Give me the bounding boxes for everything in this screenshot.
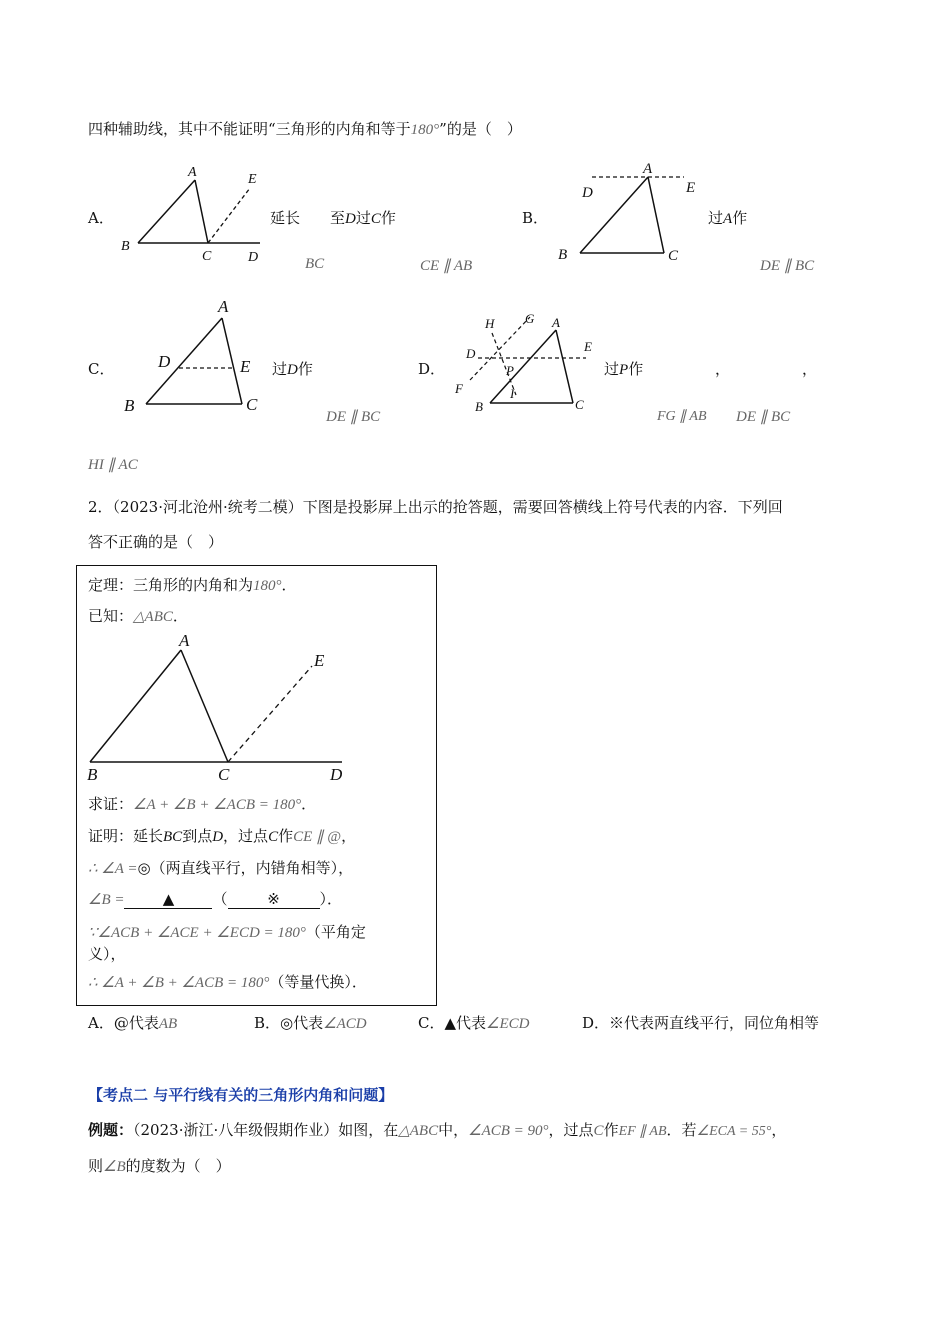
prove-val: ∠A + ∠B + ∠ACB = 180° (133, 797, 302, 813)
figD-E: E (584, 339, 592, 354)
q2-figure (80, 628, 360, 786)
figC-A: A (218, 297, 229, 316)
optB-text: 过 (708, 209, 724, 227)
optA-sub2: CE ∥ AB (420, 258, 473, 274)
step3-end: ）． (319, 890, 343, 908)
optD-comma1: ， (715, 360, 731, 378)
figD-F: F (455, 381, 463, 396)
q1-optD-text (604, 358, 643, 379)
step5-text: （等量代换）． (269, 973, 367, 991)
known-label: 已知： (88, 607, 134, 625)
q1-optA-text (270, 207, 396, 228)
proof1-bc: BC (163, 829, 183, 845)
q1-intro (88, 118, 522, 139)
q1-figD (448, 305, 608, 420)
step3-blank2-text: ※ (267, 890, 280, 908)
optB-zuo: 作 (732, 209, 748, 227)
q1-figB (552, 155, 702, 265)
q2-optC-label: C．▲代表 (418, 1014, 487, 1032)
q1-intro-angle: 180° (410, 122, 440, 138)
proof1-end: ， (341, 827, 357, 845)
q2-option-B (254, 1012, 367, 1033)
optC-sub: DE ∥ BC (326, 409, 381, 425)
q2-step2 (88, 857, 353, 878)
q2fig-D: D (330, 765, 343, 784)
optD-sub3: HI ∥ AC (88, 457, 138, 473)
theorem-label: 定理：三角形的内角和为 (88, 576, 254, 594)
optD-text: 过 (604, 360, 620, 378)
figD-G: G (525, 311, 535, 326)
q1-optC-text (272, 358, 313, 379)
q2-step4 (88, 921, 366, 942)
step2-text: ◎（两直线平行，内错角相等）， (137, 859, 354, 877)
theorem-end: ． (281, 576, 297, 594)
optD-sub1: FG ∥ AB (657, 409, 707, 424)
q1-optB-label: B． (522, 209, 549, 227)
q2-step3 (88, 888, 342, 909)
optD-comma2: ， (802, 360, 818, 378)
optA-text1: 延长 (270, 209, 301, 227)
q1-intro-end: ”的是（ ） (439, 120, 522, 138)
figC-B: B (124, 396, 135, 415)
step3-mid: （ (212, 890, 228, 908)
optA-sub1: BC (305, 256, 325, 272)
optA-text2: 至 (330, 209, 346, 227)
proof1-cc: C (268, 829, 279, 845)
q2-optC-val: ∠ECD (486, 1016, 530, 1032)
section2-heading: 【考点二 与平行线有关的三角形内角和问题】 (88, 1086, 394, 1104)
figA-E: E (248, 172, 257, 187)
q2-step4b: 义）， (88, 945, 126, 963)
q2-optA-label: A．@代表 (88, 1014, 159, 1032)
proof1-d: D (212, 829, 224, 845)
q2fig-A: A (179, 631, 190, 650)
figD-D: D (466, 346, 476, 361)
figB-E: E (686, 180, 696, 196)
prove-label: 求证： (88, 795, 134, 813)
figB-B: B (558, 247, 568, 263)
figA-B: B (121, 239, 130, 254)
proof1-val: CE ∥ @ (293, 829, 342, 845)
figC-E: E (240, 357, 251, 376)
figA-C: C (202, 249, 212, 264)
optA-D: D (345, 211, 356, 227)
q1-figC (118, 290, 278, 420)
optD-zuo: 作 (628, 360, 644, 378)
example-c: C (593, 1123, 604, 1139)
figA-A: A (188, 165, 197, 180)
q2fig-B: B (87, 765, 98, 784)
q2-prove (88, 793, 316, 814)
q2-number: 2． (88, 498, 113, 516)
step4-val: ∵∠ACB + ∠ACE + ∠ECD = 180° (88, 925, 306, 941)
optC-D: D (287, 362, 298, 378)
known-end: ． (172, 607, 188, 625)
line2-c: 的度数为（ ） (125, 1157, 231, 1175)
figD-B: B (475, 399, 483, 414)
figC-C: C (246, 395, 258, 414)
q2-optB-val: ∠ACD (323, 1016, 367, 1032)
q2-line1-text: （2023·河北沧州·统考二模）下图是投影屏上出示的抢答题，需要回答横线上符号代表的内容．下列回 (112, 498, 783, 516)
step5-val: ∴ ∠A + ∠B + ∠ACB = 180° (88, 975, 270, 991)
example-eca: ∠ECA = 55° (696, 1124, 772, 1139)
example-text5: ．若 (666, 1121, 697, 1139)
q2-optA-val: AB (158, 1016, 178, 1032)
example-tri: △ABC (398, 1123, 439, 1139)
q1-optD-label: D． (418, 360, 446, 378)
q2-step5 (88, 971, 367, 992)
q2-proof1 (88, 825, 356, 846)
q2-line1 (88, 496, 783, 517)
step3-blank1-text: ▲ (162, 890, 175, 908)
example-text3: ，过点 (548, 1121, 594, 1139)
q2fig-E: E (314, 651, 325, 670)
q1-intro-text: 四种辅助线，其中不能证明“三角形的内角和等于 (88, 120, 411, 138)
q2-theorem (88, 574, 297, 595)
q1-optC-label: C． (88, 360, 115, 378)
step4-text: （平角定 (305, 923, 366, 941)
q2-option-C (418, 1012, 529, 1033)
optA-zuo: 作 (380, 209, 396, 227)
example-par: EF ∥ AB (618, 1124, 667, 1139)
figB-A: A (643, 161, 653, 177)
q1-optB-text (708, 207, 747, 228)
proof1-c: ，过点 (223, 827, 269, 845)
figA-D: D (248, 250, 259, 265)
figD-P: P (506, 363, 514, 378)
example-text2: 中， (438, 1121, 469, 1139)
optD-P: P (619, 362, 629, 378)
q1-optA-label: A． (88, 209, 114, 227)
line2-b: ∠B (103, 1159, 126, 1175)
example-angle: ∠ACB = 90° (468, 1123, 549, 1139)
optB-A: A (723, 211, 733, 227)
theorem-val: 180° (253, 578, 282, 594)
optB-sub: DE ∥ BC (760, 258, 815, 274)
section2-line2 (88, 1155, 231, 1176)
figD-H: H (485, 316, 495, 331)
figD-A: A (552, 315, 560, 330)
figB-D: D (582, 185, 593, 201)
step3-blank1 (124, 890, 212, 909)
step3-blank2 (228, 890, 320, 909)
example-text6: ， (771, 1121, 787, 1139)
proof1-b: 到点 (182, 827, 213, 845)
q1-figA (118, 158, 268, 268)
step2-val: ∴ ∠A = (88, 861, 138, 877)
proof1-a: 证明：延长 (88, 827, 164, 845)
proof1-e: 作 (278, 827, 294, 845)
q2-known (88, 605, 188, 626)
optA-over: 过 (355, 209, 371, 227)
line2-a: 则 (88, 1157, 104, 1175)
q2-option-D: D．※代表两直线平行，同位角相等 (582, 1014, 820, 1032)
known-val: △ABC (133, 609, 173, 625)
figD-C: C (575, 397, 584, 412)
example-text4: 作 (603, 1121, 619, 1139)
optC-zuo: 作 (297, 360, 313, 378)
q2-optB-label: B．◎代表 (254, 1014, 324, 1032)
figB-C: C (668, 248, 679, 264)
example-text1: （2023·浙江·八年级假期作业）如图，在 (133, 1121, 399, 1139)
prove-end: ． (301, 795, 317, 813)
q2fig-C: C (218, 765, 230, 784)
optC-text: 过 (272, 360, 288, 378)
q2-option-A (88, 1012, 177, 1033)
figC-D: D (158, 352, 171, 371)
optA-C: C (370, 211, 381, 227)
q2-line2: 答不正确的是（ ） (88, 533, 224, 551)
figD-I: I (510, 386, 515, 401)
example-label: 例题： (88, 1121, 134, 1139)
step3-val: ∠B = (88, 892, 125, 908)
section2-example (88, 1119, 786, 1140)
optD-sub2: DE ∥ BC (736, 409, 791, 425)
